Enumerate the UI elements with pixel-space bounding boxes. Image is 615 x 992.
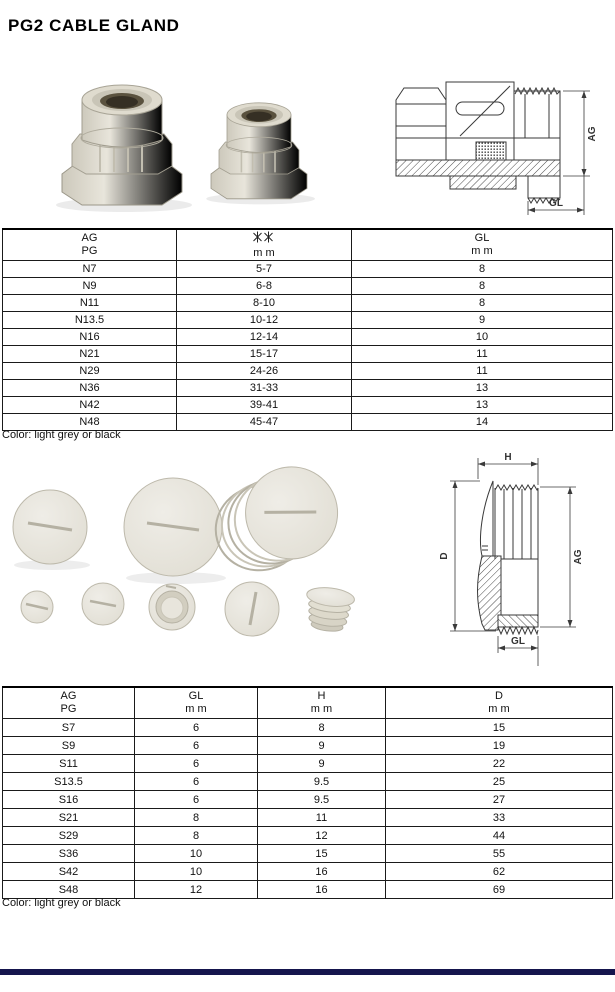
table-row: N36 31-33 13	[3, 380, 613, 397]
table-row: S29 8 12 44	[3, 827, 613, 845]
table-row: N42 39-41 13	[3, 397, 613, 414]
dim-label-d: D	[439, 552, 450, 560]
table-row: N48 45-47 14	[3, 414, 613, 431]
clamp-range-icon	[252, 231, 276, 247]
dim-label-h: H	[504, 452, 512, 463]
dim-label-ag: AG	[587, 126, 598, 142]
blanking-plugs-photo	[0, 452, 385, 677]
table-row: N21 15-17 11	[3, 346, 613, 363]
pg-cable-gland-table	[2, 228, 613, 431]
table-row: S36 10 15 55	[3, 845, 613, 863]
cable-glands-photo	[50, 62, 320, 217]
table-row: S7 6 8 15	[3, 719, 613, 737]
header-d: D m m	[386, 687, 613, 719]
page-title: PG2 CABLE GLAND	[8, 16, 180, 35]
header-gl: GL m m	[352, 229, 613, 261]
table-row: N9 6-8 8	[3, 278, 613, 295]
cable-gland-diagram	[388, 58, 613, 222]
table-row: S42 10 16 62	[3, 863, 613, 881]
table-row: S48 12 16 69	[3, 881, 613, 899]
header-ag-pg: AG PG	[3, 229, 177, 261]
cable-glands-image	[50, 62, 320, 217]
blanking-plugs-image	[0, 452, 385, 677]
header-ag-pg: AG PG	[3, 687, 135, 719]
table-row: N11 8-10 8	[3, 295, 613, 312]
table-row: N13.5 10-12 9	[3, 312, 613, 329]
dim-label-gl: GL	[549, 198, 563, 209]
cable-gland-drawing	[388, 58, 613, 222]
table-row: S13.5 6 9.5 25	[3, 773, 613, 791]
table-row: N16 12-14 10	[3, 329, 613, 346]
header-gl: GL m m	[135, 687, 258, 719]
dim-label-ag: AG	[573, 549, 584, 565]
table-row: S16 6 9.5 27	[3, 791, 613, 809]
dim-label-gl: GL	[511, 636, 525, 647]
table-header-row	[3, 687, 613, 719]
footer-bar	[0, 969, 615, 975]
table-row: N29 24-26 11	[3, 363, 613, 380]
table-row: S9 6 9 19	[3, 737, 613, 755]
color-note-2: Color: light grey or black	[2, 897, 121, 909]
pg-blanking-plug-table	[2, 686, 613, 899]
header-h: H m m	[258, 687, 386, 719]
color-note-1: Color: light grey or black	[2, 429, 121, 441]
table-row: S11 6 9 22	[3, 755, 613, 773]
table-row: N7 5-7 8	[3, 261, 613, 278]
blanking-plug-diagram	[438, 446, 615, 674]
table-header-row	[3, 229, 613, 261]
table-row: S21 8 11 33	[3, 809, 613, 827]
header-clamp-range: m m	[177, 229, 352, 261]
blanking-plug-drawing	[438, 446, 615, 674]
